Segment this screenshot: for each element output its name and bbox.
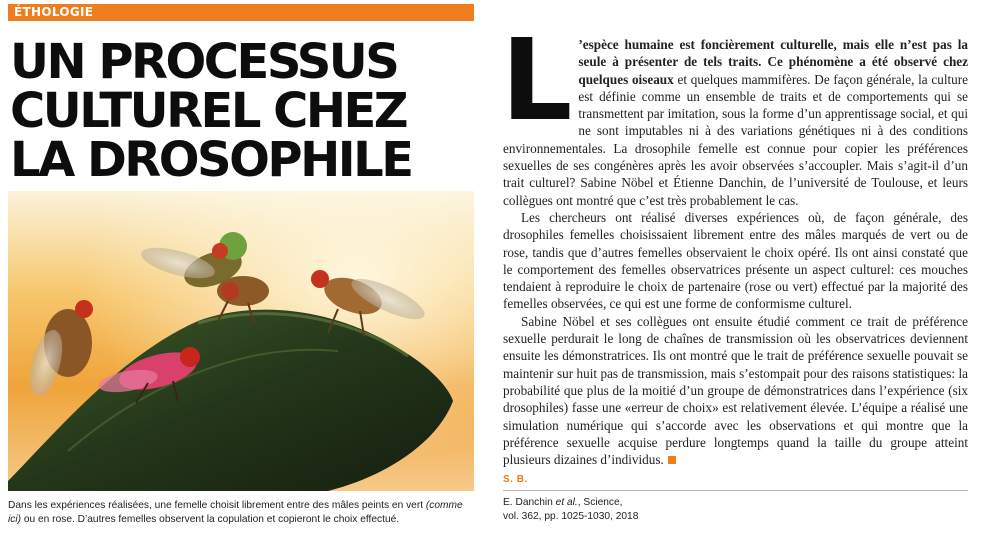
end-mark-icon (668, 456, 676, 464)
caption-text-1: Dans les expériences réalisées, une femelle choisit librement entre des mâles peints en vert (8, 500, 426, 511)
photo-caption (8, 499, 478, 527)
headline-line-1: UN PROCESSUS (10, 34, 398, 90)
headline-line-3: LA DROSOPHILE (10, 132, 412, 188)
article-paragraph-1-rest: et quelques mammifères. De façon générale, la culture est définie comme un ensemble de traits et de comportements qui se transmettent par imitation, sous la forme d’un apprentissage social, et qui ne sont imputables ni à des variations génétiques ni à des conditions environnementales. La drosophile femelle est connue pour copier les préférences sexuelles de ses congénères après les avoir observées s’accoupler. Mais s’agit-il d’un trait culturel? Sabine Nöbel et Étienne Danchin, de l’université de Toulouse, et leurs collègues ont montré que c’est très probablement le cas. (503, 71, 968, 208)
reference (503, 496, 638, 524)
article-paragraph-1 (501, 16, 968, 209)
article-paragraph-3-text: Sabine Nöbel et ses collègues ont ensuite étudié comment ce trait de préférence sexuelle perdurait le long de chaînes de transmission où les observatrices deviennent ensuite les démonstratrices. Ils ont montré que le trait de préférence sexuelle pouvait se maintenir sur huit pas de transmission, mais s’estompait pour des raisons statistiques: la probabilité que plus de la moitié d’un groupe de démonstratrices dans l’expérience (six drosophiles) fasse une «erreur de choix» est relativement élevée. L’équipe a réalisé une simulation numérique qui s’accorde avec les observations et qui montre que la préférence sexuelle acquise perdure longtemps quand la taille du groupe atteint plusieurs dizaines d’individus. (503, 313, 968, 468)
caption-text-2: ou en rose. D’autres femelles observent la copulation et copieront le choix effectué. (21, 514, 400, 525)
article-paragraph-3 (503, 313, 968, 469)
drop-cap: L (501, 16, 569, 146)
reference-journal: , Science, (577, 497, 623, 508)
reference-etal: et al. (555, 497, 578, 508)
article-body (501, 16, 968, 468)
section-rubric: ÉTHOLOGIE (8, 4, 474, 21)
author-initials: S. B. (503, 474, 528, 485)
caption-italic: (comme ici) (8, 500, 463, 525)
reference-authors: E. Danchin (503, 497, 556, 508)
article-lead: ’espèce humaine est foncièrement culturelle, mais elle n’est pas la seule à présenter de tels traits. Ce phénomène a été observé chez quelques oiseaux (578, 37, 968, 87)
divider (503, 490, 968, 491)
drosophila-photo (8, 191, 474, 491)
reference-details: vol. 362, pp. 1025-1030, 2018 (503, 511, 639, 522)
headline-line-2: CULTUREL CHEZ (10, 83, 407, 139)
article-headline (10, 34, 480, 188)
article-paragraph-2: Les chercheurs ont réalisé diverses expériences où, de façon générale, des drosophiles femelles choisissaient librement entre des mâles marqués de vert ou de rose, tandis que d’autres femelles observaient le choix opéré. Ils ont ainsi constaté que le comportement des femelles observatrices présente un aspect culturel: ces mouches tendaient à reproduire le choix de partenaire (rose ou vert) effectué par la majorité des femelles observées, ce qui est une forme de conformisme culturel. (503, 209, 968, 312)
